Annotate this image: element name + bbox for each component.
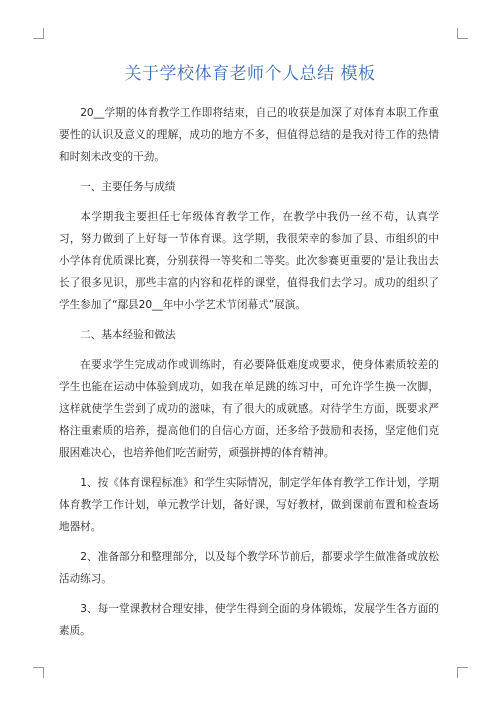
crop-mark-bottom-left — [33, 667, 44, 678]
list-item-1: 1、按《体育课程标准》和学生实际情况，制定学年体育教学工作计划，学期体育教学工作计划，单元教学计划，备好课，写好教材，做到课前布置和检查场地器材。 — [59, 477, 439, 533]
section-heading-experience: 二、基本经验和做法 — [80, 329, 176, 341]
experience-paragraph: 在要求学生完成动作或训练时，有必要降低难度或要求，使身体素质较差的学生也能在运动中体验到成功，如我在单足跳的练习中，可允许学生换一次脚，这样就使学生尝到了成功的滋味，有了很大的成就感。对待学生方面，既要求严格注重素质的培养，提高他们的自信心方面，还多给予鼓励和表扬，坚定他们克服困难决心，也培养他们吃苦耐劳，顽强拼搏的体育精神。 — [59, 359, 439, 459]
section-heading-tasks: 一、主要任务与成绩 — [80, 181, 176, 193]
list-item-3: 3、每一堂课教材合理安排，使学生得到全面的身体锻炼，发展学生各方面的素质。 — [59, 603, 439, 637]
crop-mark-top-right — [457, 28, 468, 39]
crop-mark-bottom-right — [457, 667, 468, 678]
document-title: 关于学校体育老师个人总结 模板 — [124, 64, 376, 84]
tasks-paragraph: 本学期我主要担任七年级体育教学工作，在教学中我仍一丝不苟，认真学习，努力做到了上好每一节体育课。这学期，我很荣幸的参加了县、市组织的中小学体育优质课比赛，分别获得一等奖和二等奖。此次参赛更重要的'是让我出去长了很多见识，那些丰富的内容和花样的课堂，值得我们去学习。成功的组织了学生参加了“鄢县20__年中小学艺术节闭幕式”展演。 — [59, 211, 439, 311]
document-body — [59, 102, 439, 650]
intro-paragraph: 20__学期的体育教学工作即将结束，自己的收获是加深了对体育本职工作重要性的认识及意义的理解，成功的地方不多，但值得总结的是我对待工作的热情和时刻未改变的干劲。 — [59, 107, 439, 163]
crop-mark-top-left — [33, 28, 44, 39]
list-item-2: 2、准备部分和整理部分，以及每个教学环节前后，都要求学生做准备或放松活动练习。 — [59, 551, 439, 585]
